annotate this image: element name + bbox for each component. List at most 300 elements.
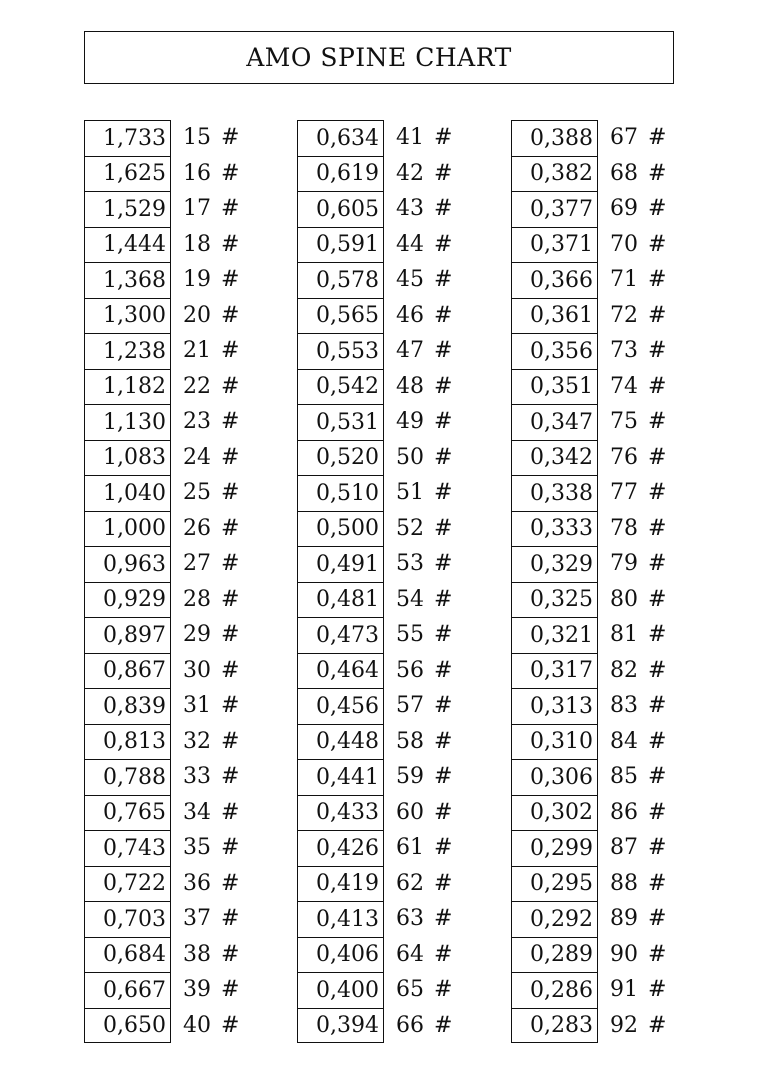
spine-value: 0,333 [511,511,598,547]
unit-symbol: # [221,764,240,790]
arrow-size-number: 36 [183,870,211,896]
arrow-size-number: 43 [396,196,424,222]
arrow-size-number: 28 [183,586,211,612]
spine-row [511,546,668,582]
spine-column-1 [84,120,241,1043]
spine-row [511,972,668,1008]
spine-value: 0,351 [511,369,598,405]
spine-value: 0,338 [511,475,598,511]
arrow-size-number: 92 [610,1012,638,1038]
spine-value: 0,433 [297,795,384,831]
spine-value: 0,295 [511,866,598,902]
unit-symbol: # [434,125,453,151]
unit-symbol: # [434,799,453,825]
unit-symbol: # [434,302,453,328]
spine-value: 0,481 [297,582,384,618]
spine-row [297,972,454,1008]
spine-value: 0,419 [297,866,384,902]
spine-row [511,440,668,476]
spine-row [511,1008,668,1044]
unit-symbol: # [434,515,453,541]
spine-row [511,191,668,227]
spine-row [84,830,241,866]
arrow-size-number: 24 [183,444,211,470]
unit-symbol: # [221,870,240,896]
unit-symbol: # [648,125,667,151]
spine-row [84,901,241,937]
spine-value: 0,553 [297,333,384,369]
spine-row [297,830,454,866]
spine-value: 0,867 [84,653,171,689]
unit-symbol: # [434,1012,453,1038]
arrow-size-number: 17 [183,196,211,222]
arrow-size-number: 21 [183,338,211,364]
spine-value: 1,733 [84,120,171,156]
spine-row [297,511,454,547]
spine-row [297,333,454,369]
spine-value: 0,283 [511,1008,598,1044]
spine-row [511,724,668,760]
spine-value: 0,703 [84,901,171,937]
spine-row [84,191,241,227]
unit-symbol: # [648,764,667,790]
arrow-size-number: 19 [183,267,211,293]
arrow-size-number: 30 [183,657,211,683]
spine-value: 0,388 [511,120,598,156]
spine-row [511,759,668,795]
unit-symbol: # [648,338,667,364]
arrow-size-number: 62 [396,870,424,896]
unit-symbol: # [434,622,453,648]
spine-row [297,724,454,760]
unit-symbol: # [221,728,240,754]
arrow-size-number: 26 [183,515,211,541]
arrow-size-number: 56 [396,657,424,683]
arrow-size-number: 61 [396,835,424,861]
spine-row [84,937,241,973]
unit-symbol: # [434,480,453,506]
spine-value: 0,356 [511,333,598,369]
unit-symbol: # [221,444,240,470]
spine-row [84,404,241,440]
arrow-size-number: 76 [610,444,638,470]
unit-symbol: # [434,657,453,683]
arrow-size-number: 35 [183,835,211,861]
spine-value: 0,286 [511,972,598,1008]
arrow-size-number: 33 [183,764,211,790]
unit-symbol: # [434,764,453,790]
unit-symbol: # [434,941,453,967]
spine-value: 1,238 [84,333,171,369]
spine-row [297,369,454,405]
spine-row [84,724,241,760]
unit-symbol: # [434,231,453,257]
spine-row [84,298,241,334]
spine-value: 0,650 [84,1008,171,1044]
spine-value: 0,591 [297,227,384,263]
spine-value: 1,182 [84,369,171,405]
spine-row [84,582,241,618]
arrow-size-number: 66 [396,1012,424,1038]
spine-value: 0,788 [84,759,171,795]
unit-symbol: # [221,409,240,435]
unit-symbol: # [648,409,667,435]
spine-row [84,440,241,476]
unit-symbol: # [221,551,240,577]
spine-row [511,937,668,973]
arrow-size-number: 73 [610,338,638,364]
spine-value: 1,040 [84,475,171,511]
unit-symbol: # [221,196,240,222]
spine-row [297,404,454,440]
spine-value: 0,743 [84,830,171,866]
unit-symbol: # [648,977,667,1003]
spine-value: 0,448 [297,724,384,760]
unit-symbol: # [434,977,453,1003]
spine-value: 1,444 [84,227,171,263]
unit-symbol: # [648,160,667,186]
arrow-size-number: 31 [183,693,211,719]
spine-value: 0,329 [511,546,598,582]
unit-symbol: # [434,693,453,719]
unit-symbol: # [648,835,667,861]
spine-row [511,653,668,689]
spine-row [511,511,668,547]
spine-value: 0,839 [84,688,171,724]
unit-symbol: # [221,622,240,648]
chart-title-box [84,31,674,84]
arrow-size-number: 74 [610,373,638,399]
unit-symbol: # [221,693,240,719]
unit-symbol: # [648,515,667,541]
unit-symbol: # [648,373,667,399]
arrow-size-number: 60 [396,799,424,825]
spine-value: 0,510 [297,475,384,511]
unit-symbol: # [434,906,453,932]
spine-value: 0,299 [511,830,598,866]
spine-row [511,475,668,511]
arrow-size-number: 51 [396,480,424,506]
arrow-size-number: 83 [610,693,638,719]
spine-row [84,866,241,902]
spine-value: 0,897 [84,617,171,653]
spine-row [297,901,454,937]
arrow-size-number: 48 [396,373,424,399]
unit-symbol: # [648,693,667,719]
arrow-size-number: 63 [396,906,424,932]
spine-row [84,511,241,547]
spine-value: 0,347 [511,404,598,440]
unit-symbol: # [648,622,667,648]
spine-row [84,653,241,689]
unit-symbol: # [648,799,667,825]
spine-row [84,156,241,192]
spine-value: 0,310 [511,724,598,760]
spine-value: 1,529 [84,191,171,227]
spine-value: 0,963 [84,546,171,582]
arrow-size-number: 45 [396,267,424,293]
spine-value: 1,368 [84,262,171,298]
spine-value: 0,684 [84,937,171,973]
arrow-size-number: 53 [396,551,424,577]
spine-row [84,227,241,263]
spine-value: 0,321 [511,617,598,653]
arrow-size-number: 82 [610,657,638,683]
spine-value: 0,292 [511,901,598,937]
spine-value: 0,578 [297,262,384,298]
arrow-size-number: 81 [610,622,638,648]
spine-value: 0,289 [511,937,598,973]
arrow-size-number: 27 [183,551,211,577]
spine-row [297,191,454,227]
arrow-size-number: 59 [396,764,424,790]
unit-symbol: # [434,586,453,612]
arrow-size-number: 71 [610,267,638,293]
arrow-size-number: 70 [610,231,638,257]
spine-value: 0,722 [84,866,171,902]
arrow-size-number: 58 [396,728,424,754]
arrow-size-number: 32 [183,728,211,754]
arrow-size-number: 50 [396,444,424,470]
unit-symbol: # [648,586,667,612]
spine-value: 0,313 [511,688,598,724]
spine-row [297,227,454,263]
unit-symbol: # [434,444,453,470]
spine-row [84,369,241,405]
arrow-size-number: 69 [610,196,638,222]
spine-row [84,333,241,369]
spine-value: 0,520 [297,440,384,476]
spine-row [511,262,668,298]
unit-symbol: # [648,267,667,293]
spine-row [297,617,454,653]
arrow-size-number: 57 [396,693,424,719]
unit-symbol: # [221,1012,240,1038]
spine-row [297,688,454,724]
arrow-size-number: 80 [610,586,638,612]
arrow-size-number: 46 [396,302,424,328]
spine-value: 0,361 [511,298,598,334]
arrow-size-number: 72 [610,302,638,328]
arrow-size-number: 75 [610,409,638,435]
spine-column-2 [297,120,454,1043]
spine-row [84,688,241,724]
spine-row [511,333,668,369]
arrow-size-number: 65 [396,977,424,1003]
unit-symbol: # [434,338,453,364]
spine-value: 0,464 [297,653,384,689]
spine-value: 0,413 [297,901,384,937]
arrow-size-number: 16 [183,160,211,186]
spine-row [297,582,454,618]
spine-value: 1,000 [84,511,171,547]
arrow-size-number: 84 [610,728,638,754]
spine-value: 0,765 [84,795,171,831]
spine-row [84,617,241,653]
spine-value: 1,083 [84,440,171,476]
spine-row [511,901,668,937]
spine-value: 0,406 [297,937,384,973]
spine-value: 0,605 [297,191,384,227]
spine-row [297,475,454,511]
unit-symbol: # [434,373,453,399]
spine-value: 0,542 [297,369,384,405]
spine-value: 1,625 [84,156,171,192]
spine-value: 0,441 [297,759,384,795]
unit-symbol: # [434,409,453,435]
unit-symbol: # [648,906,667,932]
spine-row [84,972,241,1008]
arrow-size-number: 85 [610,764,638,790]
unit-symbol: # [221,799,240,825]
unit-symbol: # [221,160,240,186]
arrow-size-number: 78 [610,515,638,541]
arrow-size-number: 77 [610,480,638,506]
spine-row [297,1008,454,1044]
arrow-size-number: 89 [610,906,638,932]
spine-value: 0,342 [511,440,598,476]
spine-value: 0,456 [297,688,384,724]
arrow-size-number: 18 [183,231,211,257]
unit-symbol: # [221,302,240,328]
arrow-size-number: 64 [396,941,424,967]
unit-symbol: # [221,125,240,151]
unit-symbol: # [434,551,453,577]
arrow-size-number: 20 [183,302,211,328]
spine-row [297,546,454,582]
unit-symbol: # [221,515,240,541]
spine-value: 0,426 [297,830,384,866]
unit-symbol: # [434,870,453,896]
spine-row [297,440,454,476]
spine-row [511,866,668,902]
spine-row [511,830,668,866]
unit-symbol: # [648,231,667,257]
unit-symbol: # [221,586,240,612]
unit-symbol: # [434,728,453,754]
arrow-size-number: 41 [396,125,424,151]
spine-row [511,120,668,156]
unit-symbol: # [648,480,667,506]
spine-row [511,582,668,618]
arrow-size-number: 39 [183,977,211,1003]
unit-symbol: # [221,338,240,364]
unit-symbol: # [648,941,667,967]
arrow-size-number: 91 [610,977,638,1003]
spine-row [297,298,454,334]
unit-symbol: # [221,977,240,1003]
unit-symbol: # [434,160,453,186]
unit-symbol: # [221,835,240,861]
arrow-size-number: 68 [610,160,638,186]
arrow-size-number: 47 [396,338,424,364]
arrow-size-number: 90 [610,941,638,967]
spine-row [511,227,668,263]
unit-symbol: # [648,1012,667,1038]
spine-row [84,262,241,298]
arrow-size-number: 25 [183,480,211,506]
unit-symbol: # [221,480,240,506]
unit-symbol: # [648,657,667,683]
spine-value: 0,302 [511,795,598,831]
spine-value: 0,619 [297,156,384,192]
spine-value: 0,371 [511,227,598,263]
arrow-size-number: 38 [183,941,211,967]
spine-row [297,759,454,795]
spine-row [511,298,668,334]
spine-row [84,795,241,831]
unit-symbol: # [221,231,240,257]
spine-row [511,795,668,831]
arrow-size-number: 37 [183,906,211,932]
arrow-size-number: 29 [183,622,211,648]
spine-row [84,120,241,156]
unit-symbol: # [648,551,667,577]
spine-row [84,759,241,795]
spine-row [84,475,241,511]
unit-symbol: # [221,373,240,399]
spine-value: 0,929 [84,582,171,618]
chart-title: AMO SPINE CHART [246,43,512,72]
spine-row [511,369,668,405]
spine-row [511,156,668,192]
arrow-size-number: 54 [396,586,424,612]
spine-row [297,795,454,831]
spine-value: 0,634 [297,120,384,156]
unit-symbol: # [434,267,453,293]
spine-value: 0,531 [297,404,384,440]
unit-symbol: # [221,906,240,932]
spine-value: 0,500 [297,511,384,547]
spine-row [297,866,454,902]
spine-value: 0,394 [297,1008,384,1044]
unit-symbol: # [434,835,453,861]
arrow-size-number: 86 [610,799,638,825]
spine-row [511,688,668,724]
spine-value: 0,377 [511,191,598,227]
spine-row [297,937,454,973]
spine-value: 0,813 [84,724,171,760]
spine-value: 1,130 [84,404,171,440]
arrow-size-number: 52 [396,515,424,541]
spine-value: 0,565 [297,298,384,334]
spine-value: 0,473 [297,617,384,653]
spine-value: 0,366 [511,262,598,298]
arrow-size-number: 40 [183,1012,211,1038]
unit-symbol: # [434,196,453,222]
spine-value: 0,317 [511,653,598,689]
spine-row [511,617,668,653]
spine-value: 0,382 [511,156,598,192]
spine-column-3 [511,120,668,1043]
spine-row [297,653,454,689]
unit-symbol: # [221,657,240,683]
arrow-size-number: 34 [183,799,211,825]
spine-value: 0,306 [511,759,598,795]
spine-row [297,156,454,192]
unit-symbol: # [648,728,667,754]
unit-symbol: # [221,941,240,967]
arrow-size-number: 23 [183,409,211,435]
spine-value: 0,491 [297,546,384,582]
unit-symbol: # [648,302,667,328]
spine-row [511,404,668,440]
spine-row [297,262,454,298]
arrow-size-number: 88 [610,870,638,896]
unit-symbol: # [648,444,667,470]
arrow-size-number: 49 [396,409,424,435]
arrow-size-number: 79 [610,551,638,577]
